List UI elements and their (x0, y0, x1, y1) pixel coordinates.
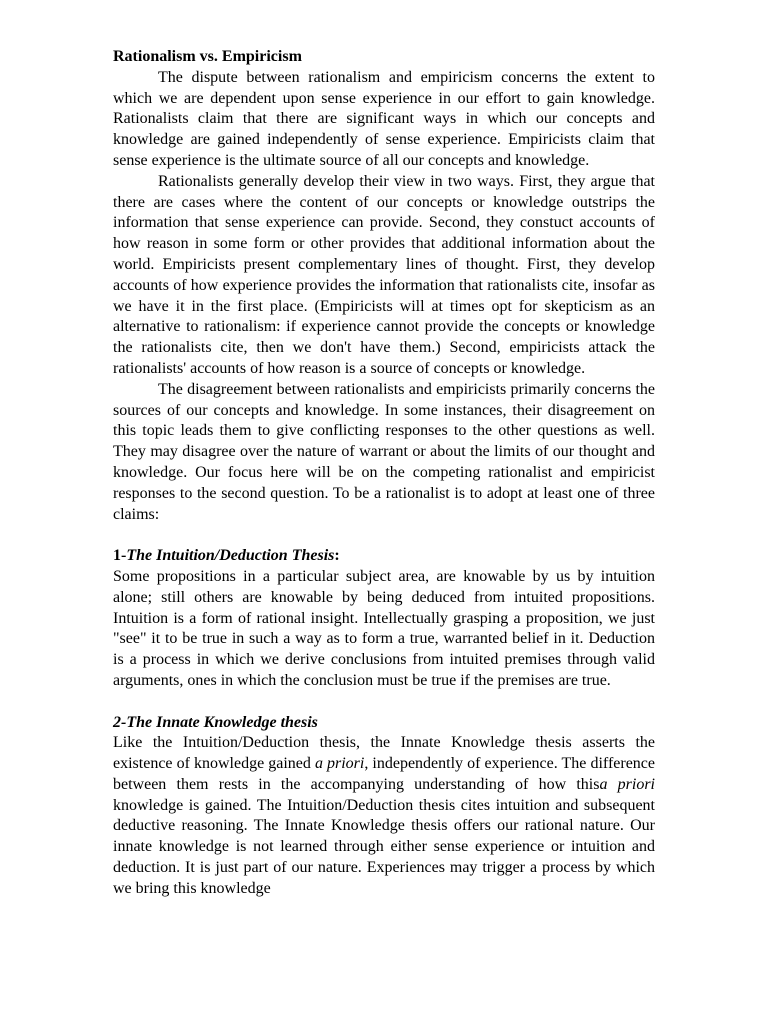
section-number: 1- (113, 547, 127, 565)
term-a-priori: a priori (599, 775, 656, 793)
intro-paragraph-3: The disagreement between rationalists and empiricists primarily concerns the sources of our concepts and knowledge. In some instances, their disagreement on this topic leads them to give conflicting responses to the other questions as well. They may disagree over the nature of warrant or about the limits of our thought and knowledge. Our focus here will be on the competing rationalist and empiricist responses to the second question. To be a rationalist is to adopt at least one of three claims: (113, 380, 655, 523)
spacer (113, 525, 655, 546)
body-text: knowledge is gained. The Intuition/Deduction thesis cites intuition and subsequent deductive reasoning. The Innate Knowledge thesis offers our rational nature. Our innate knowledge is not learned through either sense experience or intuition and deduction. It is just part of our nature. Experiences may trigger a process by which we bring this knowledge (113, 796, 655, 897)
body-text: , independently of experience. The difference between them rests in the accompanying understanding of how this (113, 755, 656, 793)
section-colon: : (334, 547, 340, 565)
section-body-innate-knowledge (113, 733, 655, 899)
section-body-intuition-deduction: Some propositions in a particular subject area, are knowable by us by intuition alone; still others are knowable by being deduced from intuited propositions. Intuition is a form of rational insight. Intellectually grasping a proposition, we just "see" it to be true in such a way as to form a true, warranted belief in it. Deduction is a process in which we derive conclusions from intuited premises through valid arguments, ones in which the conclusion must be true if the premises are true. (113, 567, 655, 689)
spacer (113, 692, 655, 713)
intro-paragraph-1: The dispute between rationalism and empiricism concerns the extent to which we are dependent upon sense experience in our effort to gain knowledge. Rationalists claim that there are significant ways in which our concepts and knowledge are gained independently of sense experience. Empiricists claim that sense experience is the ultimate source of all our concepts and knowledge. (113, 68, 655, 169)
section-heading-intuition-deduction (113, 546, 655, 567)
section-title: 2-The Innate Knowledge thesis (113, 713, 318, 731)
term-a-priori: a priori (314, 755, 365, 773)
document-title: Rationalism vs. Empiricism (113, 48, 302, 65)
section-title: The Intuition/Deduction Thesis (126, 547, 335, 565)
body-text: Like the Intuition/Deduction thesis, the Innate Knowledge thesis asserts the existence of knowledge gained (113, 734, 655, 773)
section-heading-innate-knowledge (113, 713, 655, 734)
document-page (113, 47, 655, 900)
intro-paragraph-2: Rationalists generally develop their view in two ways. First, they argue that there are cases where the content of our concepts or knowledge outstrips the information that sense experience can provide. Second, they constuct accounts of how reason in some form or other provides that additional information about the world. Empiricists present complementary lines of thought. First, they develop accounts of how experience provides the information that rationalists cite, insofar as we have it in the first place. (Empiricists will at times opt for skepticism as an alternative to rationalism: if experience cannot provide the concepts or knowledge the rationalists cite, then we don't have them.) Second, empiricists attack the rationalists' accounts of how reason is a source of concepts or knowledge. (113, 172, 655, 377)
